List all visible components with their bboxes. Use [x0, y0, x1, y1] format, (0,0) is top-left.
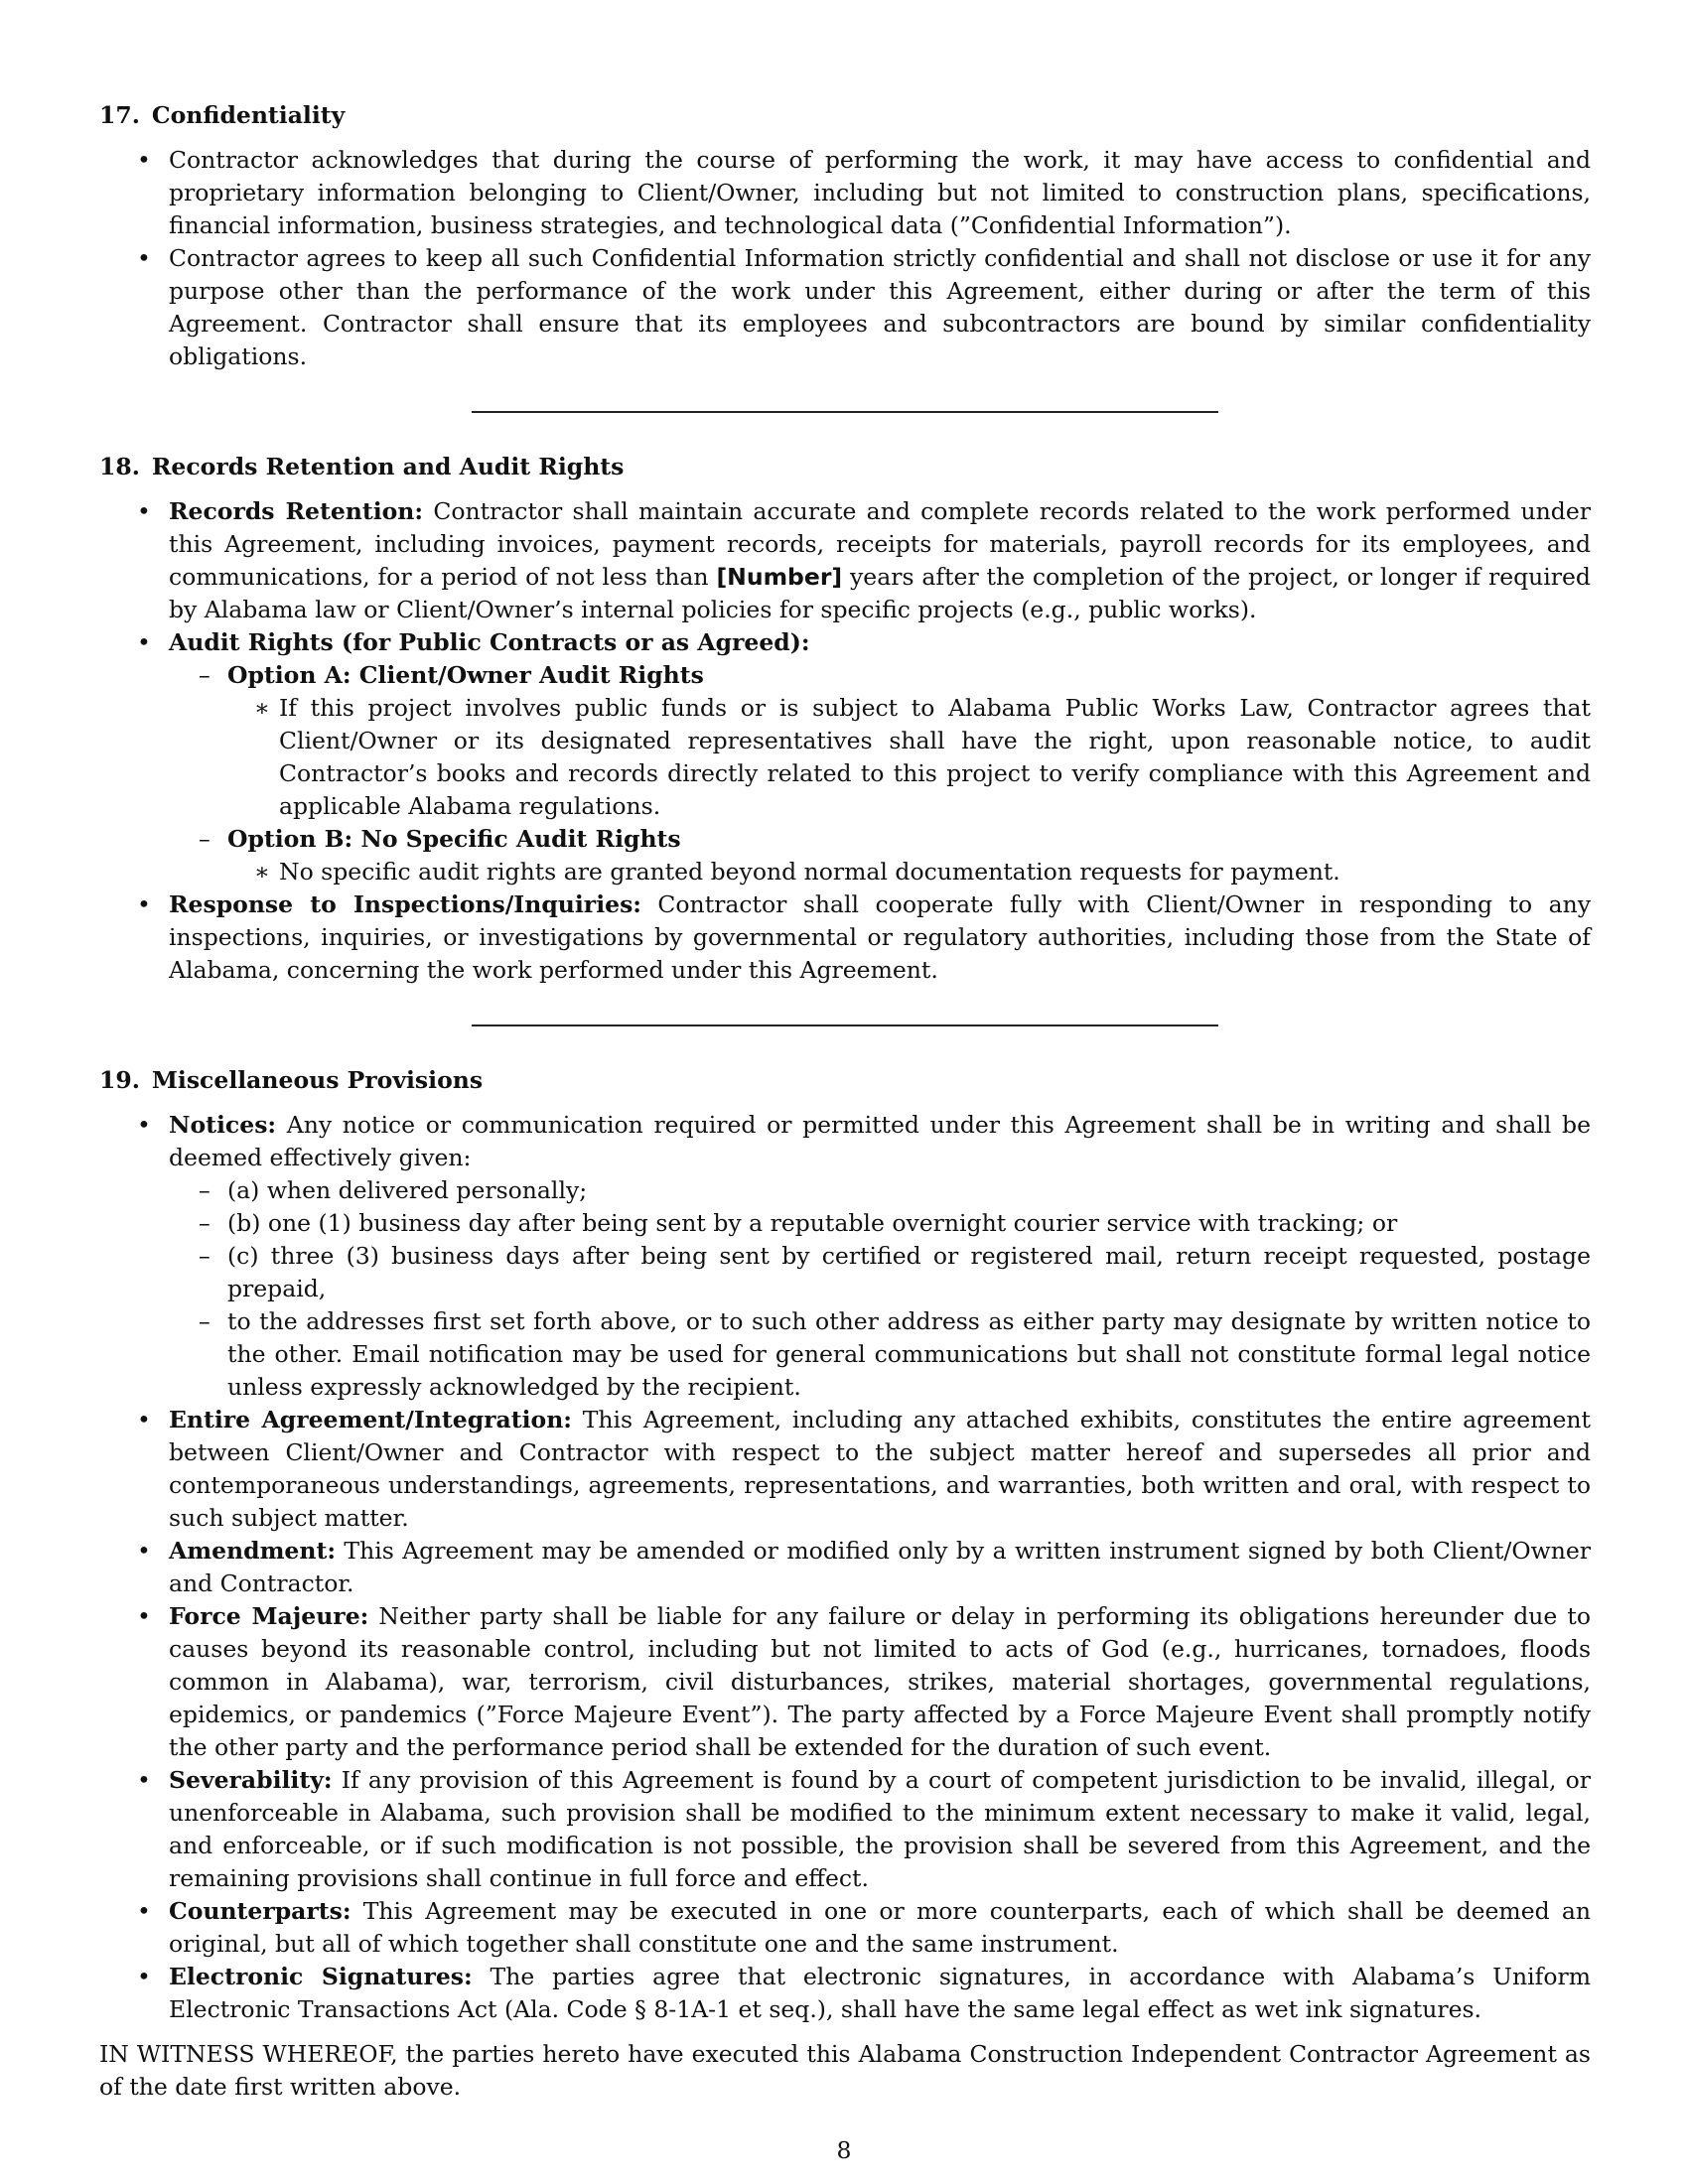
- item-text: The parties agree that electronic signatures, in accordance with Alabama’s Uniform Electronic Transactions Act (Ala. Code § 8-1A-1 et seq.), shall have the same legal effect as wet ink signatures.: [169, 1963, 1592, 2023]
- section-number: 19.: [99, 1066, 140, 1094]
- section-divider: [472, 411, 1218, 413]
- item-text: Contractor acknowledges that during the course of performing the work, it may have access to confidential and proprietary information belonging to Client/Owner, including but not limited to construction plans, specifications, financial information, business strategies, and technological data (”Confidential Information”).: [169, 146, 1591, 239]
- section-heading: [99, 451, 1591, 483]
- list-item-audit-rights: [99, 626, 1591, 888]
- item-text: Contractor agrees to keep all such Confidential Information strictly confidential and shall not disclose or use it for any purpose other than the performance of the work under this Agreement, either during or after the term of this Agreement. Contractor shall ensure that its employees and subcontractors are bound by similar confidentiality obligations.: [169, 244, 1591, 370]
- option-label: Option A: Client/Owner Audit Rights: [227, 661, 704, 689]
- item-label: Counterparts:: [169, 1897, 352, 1925]
- list-item: [99, 144, 1591, 242]
- item-text: years after the completion of the project, or longer if required by Alabama law or Client/Owner’s internal policies for specific projects (e.g., public works).: [169, 563, 1591, 623]
- item-text: Contractor shall maintain accurate and complete records related to the work performed under this Agreement, including invoices, payment records, receipts for materials, payroll records for its employees, and communications, for a period of not less than: [169, 497, 1591, 591]
- item-text: If any provision of this Agreement is found by a court of competent jurisdiction to be invalid, illegal, or unenforceable in Alabama, such provision shall be modified to the minimum extent necessary to make it valid, legal, and enforceable, or if such modification is not possible, the provision shall be severed from this Agreement, and the remaining provisions shall continue in full force and effect.: [169, 1766, 1591, 1892]
- placeholder-number: [Number]: [716, 563, 843, 591]
- list-item: [99, 242, 1591, 373]
- section-miscellaneous: [99, 1064, 1591, 2026]
- item-text: This Agreement may be amended or modified only by a written instrument signed by both Client/Owner and Contractor.: [169, 1537, 1591, 1597]
- item-label: Notices:: [169, 1111, 277, 1139]
- list-item-inspections: [99, 888, 1591, 987]
- sub-item: [169, 1207, 1591, 1240]
- section-heading: [99, 1064, 1591, 1097]
- list-item-severability: [99, 1764, 1591, 1895]
- item-text: Any notice or communication required or permitted under this Agreement shall be in writing and shall be deemed effectively given:: [169, 1111, 1591, 1171]
- list-item-entire-agreement: [99, 1404, 1591, 1535]
- item-text: to the addresses first set forth above, or to such other address as either party may designate by written notice to the other. Email notification may be used for general communications but shall not constitute formal legal notice unless expressly acknowledged by the recipient.: [227, 1307, 1591, 1401]
- section-confidentiality: [99, 99, 1591, 373]
- list-item-force-majeure: [99, 1600, 1591, 1764]
- item-text: If this project involves public funds or is subject to Alabama Public Works Law, Contractor agrees that Client/Owner or its designated representatives shall have the right, upon reasonable notice, to audit Contractor’s books and records directly related to this project to verify compliance with this Agreement and applicable Alabama regulations.: [279, 694, 1591, 820]
- item-text: Contractor shall cooperate fully with Client/Owner in responding to any inspections, inquiries, or investigations by governmental or regulatory authorities, including those from the State of Alabama, concerning the work performed under this Agreement.: [169, 890, 1591, 984]
- item-label: Severability:: [169, 1766, 333, 1794]
- section-number: 18.: [99, 453, 140, 480]
- list-item-amendment: [99, 1535, 1591, 1600]
- list-item-counterparts: [99, 1895, 1591, 1961]
- item-label: Electronic Signatures:: [169, 1963, 473, 1990]
- item-label: Response to Inspections/Inquiries:: [169, 890, 641, 918]
- sub-sub-item: [227, 856, 1591, 888]
- section-title: Records Retention and Audit Rights: [151, 453, 625, 480]
- item-label: Records Retention:: [169, 497, 424, 525]
- page-content: [99, 99, 1591, 2104]
- section-records-retention: [99, 451, 1591, 987]
- item-text: This Agreement may be executed in one or more counterparts, each of which shall be deemed an original, but all of which together shall constitute one and the same instrument.: [169, 1897, 1591, 1958]
- page-number: 8: [836, 2136, 852, 2164]
- sub-item-option-b: [169, 823, 1591, 888]
- section-divider: [472, 1024, 1218, 1026]
- list-item-records-retention: [99, 495, 1591, 626]
- section-number: 17.: [99, 101, 140, 129]
- item-text: (b) one (1) business day after being sent by a reputable overnight courier service with tracking; or: [227, 1209, 1398, 1237]
- item-label: Force Majeure:: [169, 1602, 369, 1630]
- item-text: (a) when delivered personally;: [227, 1176, 588, 1204]
- section-heading: [99, 99, 1591, 132]
- sub-item: [169, 1305, 1591, 1404]
- section-title: Miscellaneous Provisions: [151, 1066, 484, 1094]
- item-text: Neither party shall be liable for any failure or delay in performing its obligations hereunder due to causes beyond its reasonable control, including but not limited to acts of God (e.g., hurricanes, tornadoes, floods common in Alabama), war, terrorism, civil disturbances, strikes, material shortages, governmental regulations, epidemics, or pandemics (”Force Majeure Event”). The party affected by a Force Majeure Event shall promptly notify the other party and the performance period shall be extended for the duration of such event.: [169, 1602, 1591, 1761]
- sub-sub-item: [227, 692, 1591, 823]
- item-text: (c) three (3) business days after being sent by certified or registered mail, return receipt requested, postage prepaid,: [227, 1242, 1591, 1302]
- sub-item: [169, 1240, 1591, 1305]
- sub-item-option-a: [169, 659, 1591, 823]
- item-text: This Agreement, including any attached exhibits, constitutes the entire agreement between Client/Owner and Contractor with respect to the subject matter hereof and supersedes all prior and contemporaneous understandings, agreements, representations, and warranties, both written and oral, with respect to such subject matter.: [169, 1406, 1591, 1532]
- option-label: Option B: No Specific Audit Rights: [227, 825, 681, 853]
- item-label: Amendment:: [169, 1537, 336, 1565]
- item-label: Entire Agreement/Integration:: [169, 1406, 572, 1433]
- sub-item: [169, 1174, 1591, 1207]
- item-label: Audit Rights (for Public Contracts or as Agreed):: [169, 628, 810, 656]
- list-item-notices: [99, 1109, 1591, 1404]
- item-text: No specific audit rights are granted beyond normal documentation requests for payment.: [279, 858, 1340, 886]
- witness-clause: IN WITNESS WHEREOF, the parties hereto have executed this Alabama Construction Independent Contractor Agreement as of the date first written above.: [99, 2040, 1591, 2101]
- section-title: Confidentiality: [151, 101, 346, 129]
- list-item-electronic-signatures: [99, 1961, 1591, 2026]
